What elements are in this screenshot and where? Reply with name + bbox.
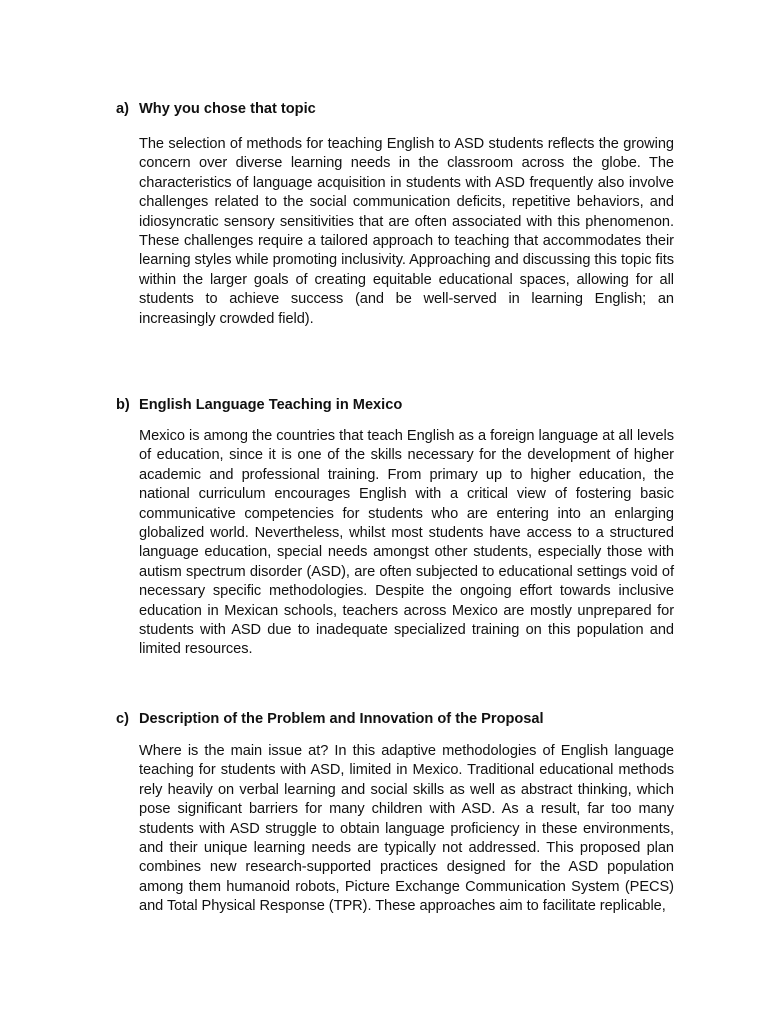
section-elt-mexico xyxy=(116,396,674,660)
section-body: Where is the main issue at? In this adaptive methodologies of English language teaching for students with ASD, limited in Mexico. Traditional educational methods rely heavily on verbal learning and social skills as well as abstract thinking, which pose significant barriers for many children with ASD. As a result, far too many students with ASD struggle to obtain language proficiency in these environments, and their unique learning needs are typically not addressed. This proposed plan combines new research-supported practices designed for the ASD population among them humanoid robots, Picture Exchange Communication System (PECS) and Total Physical Response (TPR). These approaches aim to facilitate replicable, xyxy=(139,743,674,915)
section-body: Mexico is among the countries that teach English as a foreign language at all levels of education, since it is one of the skills necessary for the development of higher academic and professional training. From primary up to higher education, the national curriculum encourages English with a critical view of fostering basic communicative competencies for students who are entering into an enlarging globalized world. Nevertheless, whilst most students have access to a structured language education, special needs amongst other students, especially those with autism spectrum disorder (ASD), are often subjected to educational settings void of necessary specific methodologies. Despite the ongoing effort towards inclusive education in Mexican schools, teachers across Mexico are mostly unprepared for students with ASD due to inadequate specialized training on this population and limited resources. xyxy=(139,428,674,658)
section-problem-innovation xyxy=(116,710,674,917)
list-marker: b) xyxy=(116,397,130,413)
list-marker: a) xyxy=(116,101,129,117)
heading-text: English Language Teaching in Mexico xyxy=(139,397,403,413)
section-heading xyxy=(116,396,674,415)
list-marker: c) xyxy=(116,711,129,727)
heading-text: Why you chose that topic xyxy=(139,101,316,117)
heading-text: Description of the Problem and Innovation of the Proposal xyxy=(139,711,544,727)
section-heading xyxy=(116,100,674,119)
section-heading xyxy=(116,710,674,729)
section-why-topic xyxy=(116,100,674,329)
section-body: The selection of methods for teaching English to ASD students reflects the growing concern over diverse learning needs in the classroom across the globe. The characteristics of language acquisition in students with ASD frequently also involve challenges related to the social communication deficits, repetitive behaviors, and idiosyncratic sensory sensitivities that are often associated with this phenomenon. These challenges require a tailored approach to teaching that accommodates their learning styles while promoting inclusivity. Approaching and discussing this topic fits within the larger goals of creating equitable educational spaces, allowing for all students to achieve success (and be well-served in learning English; an increasingly crowded field). xyxy=(139,136,674,327)
